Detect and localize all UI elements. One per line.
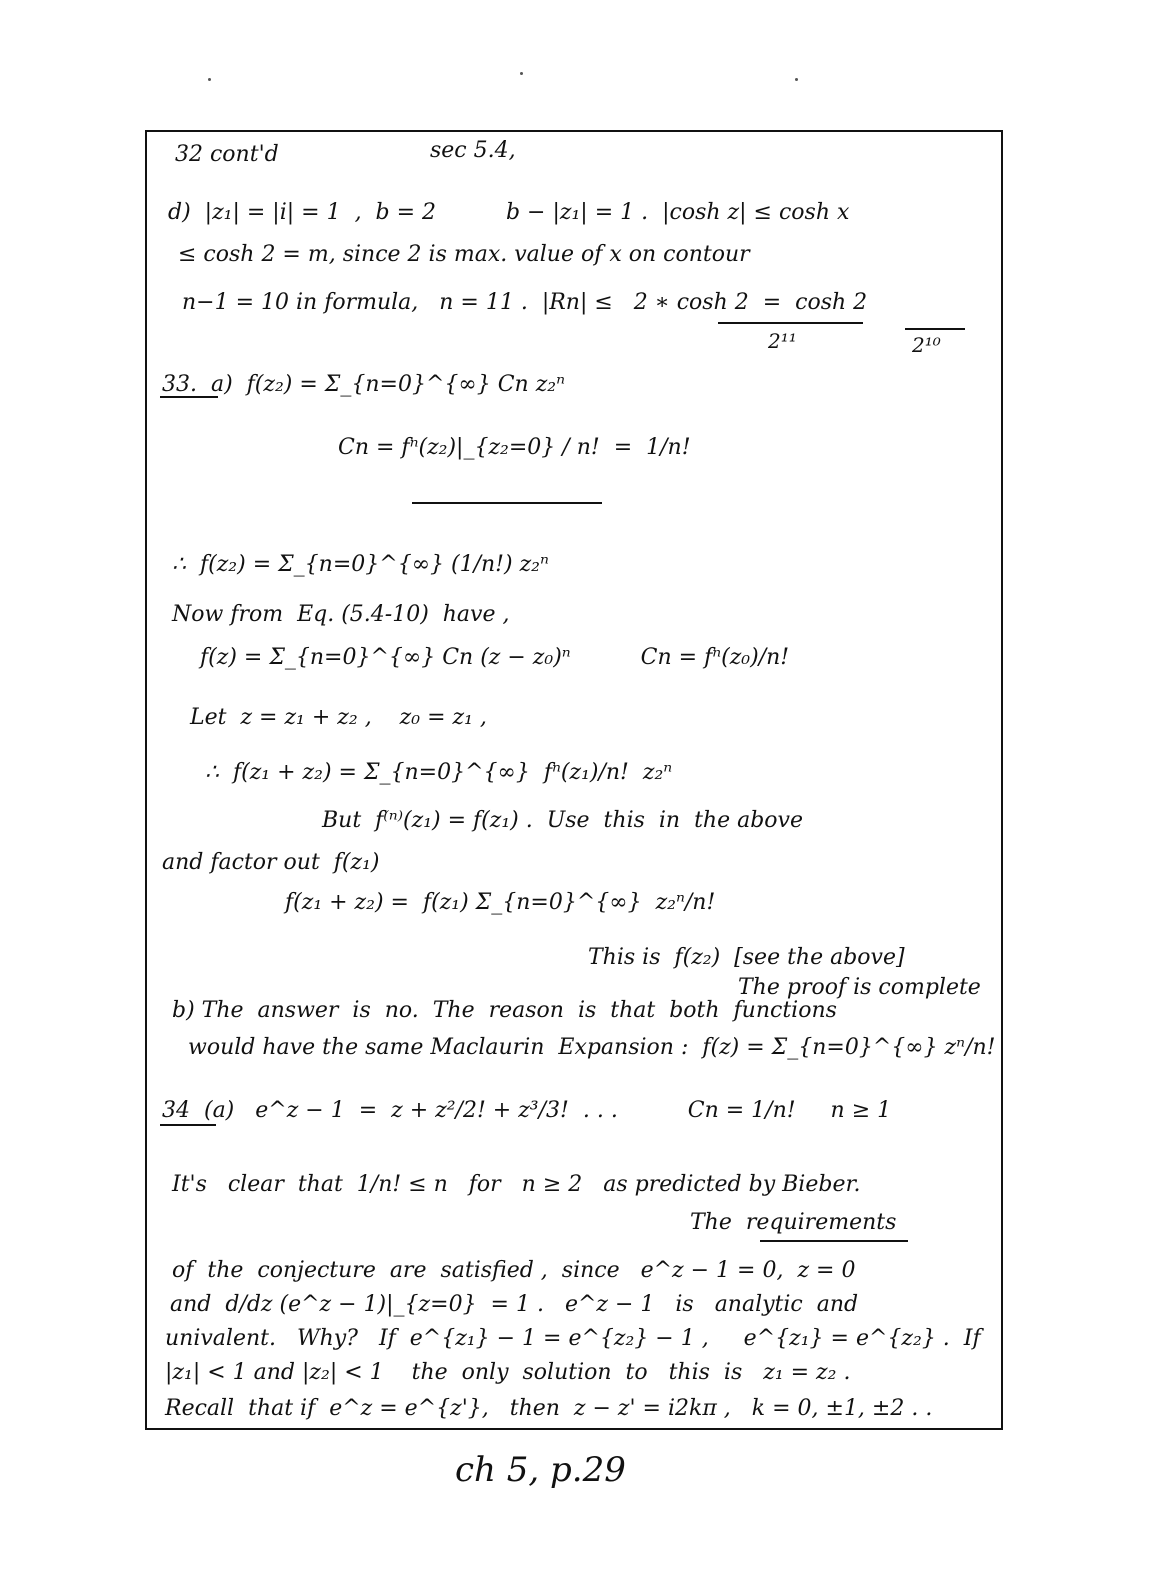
problem-33-factor: and factor out f(z₁) [162, 850, 380, 875]
problem-33-result: f(z₁ + z₂) = f(z₁) Σ_{n=0}^{∞} z₂ⁿ/n! [285, 890, 716, 915]
problem-34-requirements: The requirements [690, 1210, 897, 1235]
problem-33-let: Let z = z₁ + z₂ , z₀ = z₁ , [190, 705, 487, 730]
part-d-line-3: n−1 = 10 in formula, n = 11 . |Rn| ≤ 2 ∗ cosh 2 = cosh 2 [182, 290, 868, 315]
scan-speck [520, 72, 523, 75]
problem-34-underline [160, 1124, 216, 1126]
problem-33-coefficient: Cn = fⁿ(z₂)|_{z₂=0} / n! = 1/n! [338, 435, 691, 460]
part-d-line-1: d) |z₁| = |i| = 1 , b = 2 b − |z₁| = 1 . |cosh z| ≤ cosh x [168, 200, 850, 225]
fraction-bar [412, 502, 602, 504]
denominator-2-10: 2¹⁰ [912, 333, 941, 357]
problem-34-line-2: It's clear that 1/n! ≤ n for n ≥ 2 as predicted by Bieber. [172, 1172, 861, 1197]
part-b-line-2: would have the same Maclaurin Expansion : f(z) = Σ_{n=0}^{∞} zⁿ/n! [188, 1035, 996, 1060]
page-footer: ch 5, p.29 [455, 1450, 626, 1490]
problem-33-proof-complete: The proof is complete [738, 975, 981, 1000]
problem-34-line-6: univalent. Why? If e^{z₁} − 1 = e^{z₂} − 1 , e^{z₁} = e^{z₂} . If [165, 1326, 981, 1351]
problem-34-line-1: 34 (a) e^z − 1 = z + z²/2! + z³/3! . . . Cn = 1/n! n ≥ 1 [162, 1098, 892, 1123]
problem-34-line-4: of the conjecture are satisfied , since e^z − 1 = 0, z = 0 [172, 1258, 856, 1283]
problem-33-line-1: 33. a) f(z₂) = Σ_{n=0}^{∞} Cn z₂ⁿ [162, 372, 566, 397]
scan-speck [795, 78, 798, 81]
problem-33-series: ∴ f(z₂) = Σ_{n=0}^{∞} (1/n!) z₂ⁿ [172, 552, 549, 577]
problem-header: 32 cont'd [175, 142, 279, 167]
scan-speck [208, 78, 211, 81]
fraction-bar [905, 328, 965, 330]
problem-33-brace-note: This is f(z₂) [see the above] [588, 945, 905, 970]
requirements-underline [760, 1240, 908, 1242]
problem-33-eq-ref: Now from Eq. (5.4-10) have , [172, 602, 510, 627]
fraction-bar [718, 322, 863, 324]
part-b-line-1: b) The answer is no. The reason is that both functions [172, 998, 837, 1023]
problem-33-underline [160, 396, 218, 398]
problem-33-substitution: ∴ f(z₁ + z₂) = Σ_{n=0}^{∞} fⁿ(z₁)/n! z₂ⁿ [205, 760, 673, 785]
problem-33-but: But f⁽ⁿ⁾(z₁) = f(z₁) . Use this in the above [322, 808, 803, 833]
problem-34-line-5: and d/dz (e^z − 1)|_{z=0} = 1 . e^z − 1 is analytic and [170, 1292, 859, 1317]
problem-34-line-7: |z₁| < 1 and |z₂| < 1 the only solution to this is z₁ = z₂ . [165, 1360, 851, 1385]
section-header: sec 5.4, [430, 138, 516, 163]
problem-34-line-8: Recall that if e^z = e^{z'}, then z − z' = i2kπ , k = 0, ±1, ±2 . . [165, 1396, 933, 1421]
denominator-2-11: 2¹¹ [768, 329, 797, 353]
part-d-line-2: ≤ cosh 2 = m, since 2 is max. value of x on contour [178, 242, 750, 267]
problem-33-taylor: f(z) = Σ_{n=0}^{∞} Cn (z − z₀)ⁿ Cn = fⁿ(z₀)/n! [200, 645, 790, 670]
